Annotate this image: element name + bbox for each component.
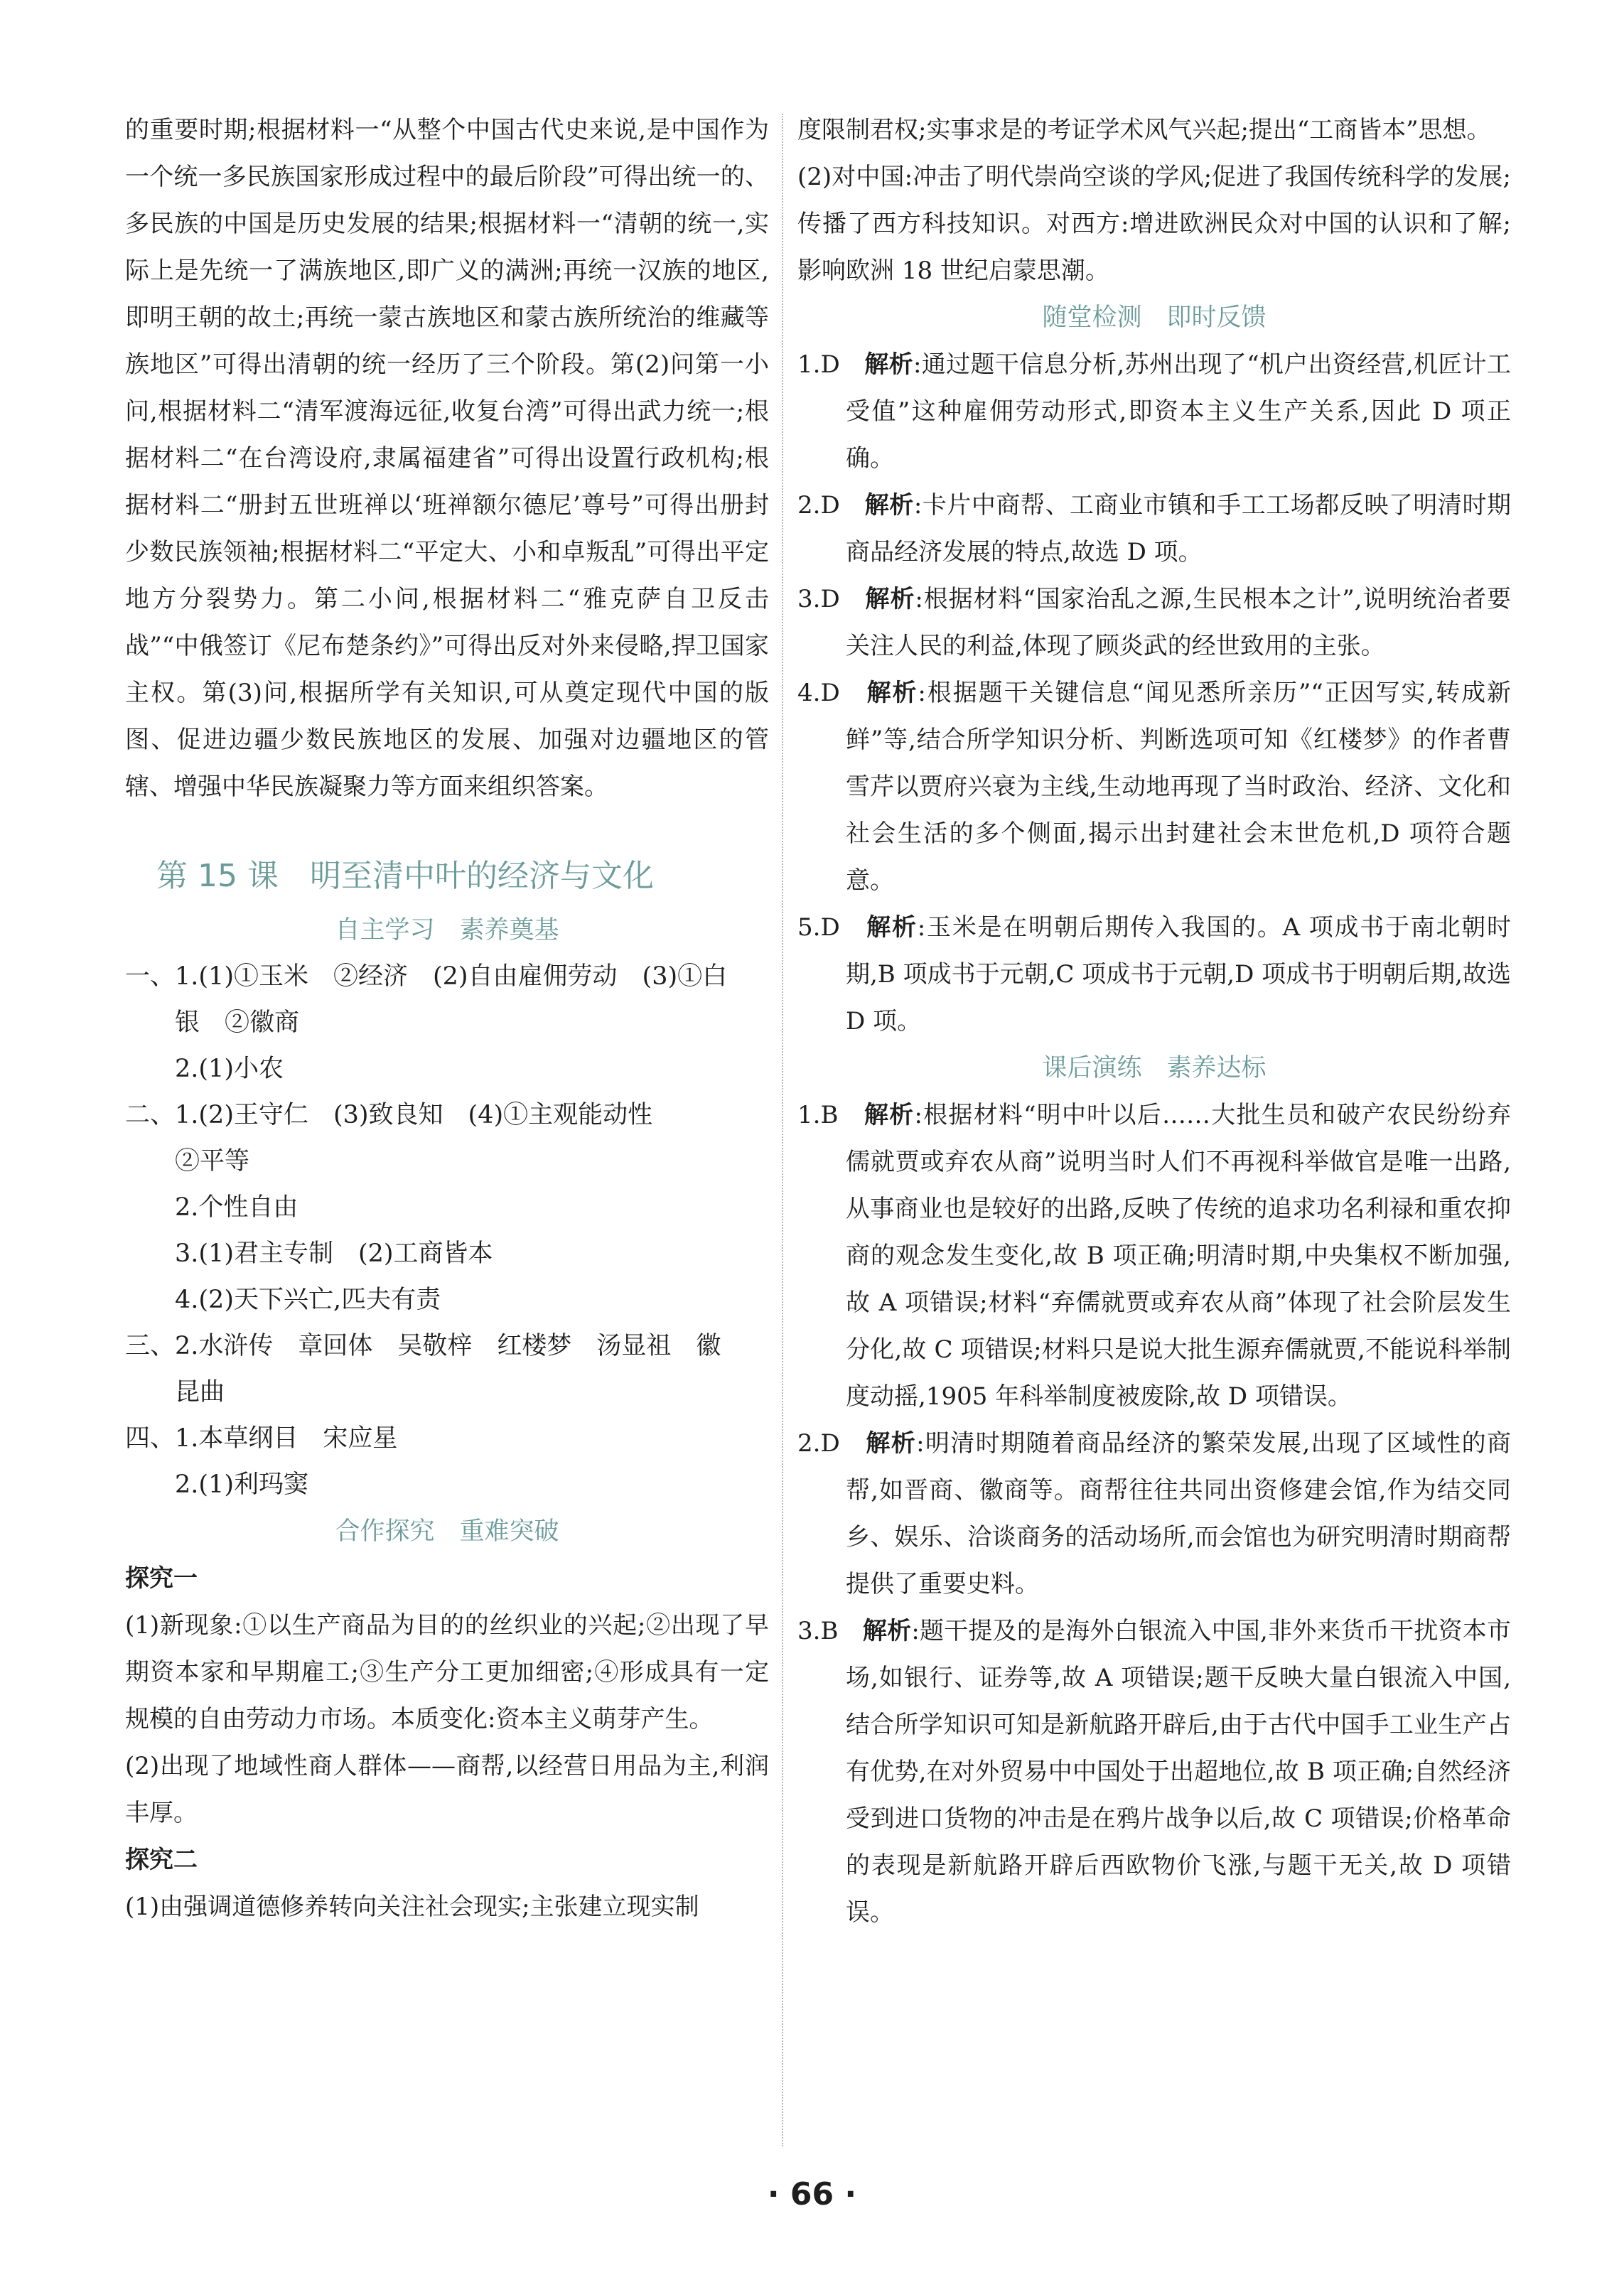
analysis-text: :玉米是在明朝后期传入我国的。A 项成书于南北朝时期,B 项成书于元朝,C 项成书于元朝,D 项成书于明朝后期,故选 D 项。 [846,913,1512,1036]
question-number: 1.B [797,1101,839,1129]
answer-line: 2.个性自由 [125,1193,299,1222]
explore-one-paragraph: (1)新现象:①以生产商品为目的的丝织业的兴起;②出现了早期资本家和早期雇工;③生产分工更加细密;④形成具有一定规模的自由劳动力市场。本质变化:资本主义萌芽产生。 [125,1611,769,1733]
intro-paragraph: 的重要时期;根据材料一“从整个中国古代史来说,是中国作为一个统一多民族国家形成过程中的最后阶段”可得出统一的、多民族的中国是历史发展的结果;根据材料一“清朝的统一,实际上是先统一了满族地区,即广义的满洲;再统一汉族的地区,即明王朝的故土;再统一蒙古族地区和蒙古族所统治的维藏等族地区”可得出清朝的统一经历了三个阶段。第(2)问第一小问,根据材料二“清军渡海远征,收复台湾”可得出武力统一;根据材料二“在台湾设府,隶属福建省”可得出设置行政机构;根据材料二“册封五世班禅以‘班禅额尔德尼’尊号”可得出册封少数民族领袖;根据材料二“平定大、小和卓叛乱”可得出平定地方分裂势力。第二小问,根据材料二“雅克萨自卫反击战”“中俄签订《尼布楚条约》”可得出反对外来侵略,捍卫国家主权。第(3)问,根据所学有关知识,可从奠定现代中国的版图、促进边疆少数民族地区的发展、加强对边疆地区的管辖、增强中华民族凝聚力等方面来组织答案。 [125,116,769,801]
analysis-text: :通过题干信息分析,苏州出现了“机户出资经营,机匠计工受值”这种雇佣劳动形式,即资本主义生产关系,因此 D 项正确。 [846,350,1511,473]
explore-two-paragraph: (1)由强调道德修养转向关注社会现实;主张建立现实制 [125,1893,699,1921]
question-item [797,482,1511,576]
classroom-check-list [797,341,1511,1045]
after-class-list [797,1092,1511,1936]
page-number: · 66 · [767,2176,857,2212]
explore-two-title: 探究二 [125,1846,198,1874]
answer-line: 昆曲 [125,1378,225,1406]
question-number: 3.D [797,585,840,613]
right-column [797,107,1511,1936]
question-item [797,1092,1511,1420]
section-heading-self-study: 自主学习 素养奠基 [335,916,559,945]
lesson-number: 第 15 课 [156,858,279,894]
analysis-label: 解析 [866,679,918,707]
section-heading-classroom-check: 随堂检测 即时反馈 [1042,303,1267,332]
analysis-text: :根据题干关键信息“闻见悉所亲历”“正因写实,转成新鲜”等,结合所学知识分析、判断选项可知《红楼梦》的作者曹雪芹以贾府兴衰为主线,生动地再现了当时政治、经济、文化和社会生活的多个侧面,揭示出封建社会末世危机,D 项符合题意。 [846,679,1512,895]
analysis-label: 解析 [864,491,914,520]
answer-line: 2.(1)利玛窦 [125,1470,308,1499]
answer-line: 二、1.(2)王守仁 (3)致良知 (4)①主观能动性 [125,1101,653,1129]
question-number: 2.D [797,1429,840,1458]
question-number: 4.D [797,679,840,707]
analysis-label: 解析 [862,1617,912,1645]
question-item [797,1420,1511,1608]
question-item [797,1608,1511,1936]
explore-one-paragraph: (2)出现了地域性商人群体——商帮,以经营日用品为主,利润丰厚。 [125,1752,769,1827]
section-heading-after-class: 课后演练 素养达标 [1042,1054,1267,1082]
analysis-text: :根据材料“明中叶以后……大批生员和破产农民纷纷弃儒就贾或弃农从商”说明当时人们不再视科举做官是唯一出路,从事商业也是较好的出路,反映了传统的追求功名利禄和重农抑商的观念发生变化,故 B 项正确;明清时期,中央集权不断加强,故 A 项错误;材料“弃儒就贾或弃农从商”体现了社会阶层发生分化,故 C 项错误;材料只是说大批生源弃儒就贾,不能说科举制度动摇,1905 年科举制度被废除,故 D 项错误。 [846,1101,1511,1411]
continued-paragraph: (2)对中国:冲击了明代崇尚空谈的学风;促进了我国传统科学的发展;传播了西方科技知识。对西方:增进欧洲民众对中国的认识和了解;影响欧洲 18 世纪启蒙思潮。 [797,163,1511,285]
analysis-label: 解析 [864,1101,915,1129]
analysis-text: :题干提及的是海外白银流入中国,非外来货币干扰资本市场,如银行、证券等,故 A 项错误;题干反映大量白银流入中国,结合所学知识可知是新航路开辟后,由于古代中国手工业生产占有优势,在对外贸易中中国处于出超地位,故 B 项正确;自然经济受到进口货物的冲击是在鸦片战争以后,故 C 项错误;价格革命的表现是新航路开辟后西欧物价飞涨,与题干无关,故 D 项错误。 [846,1617,1512,1927]
answer-line: 2.(1)小农 [125,1055,284,1083]
question-item [797,904,1511,1045]
analysis-text: :明清时期随着商品经济的繁荣发展,出现了区域性的商帮,如晋商、徽商等。商帮往往共同出资修建会馆,作为结交同乡、娱乐、洽谈商务的活动场所,而会馆也为研究明清时期商帮提供了重要史料。 [846,1429,1511,1598]
question-number: 2.D [797,491,840,520]
column-divider [782,114,783,2146]
question-item [797,576,1511,669]
answer-line: 三、2.水浒传 章回体 吴敬梓 红楼梦 汤显祖 徽 [125,1332,721,1360]
analysis-label: 解析 [866,913,918,942]
answer-line: 四、1.本草纲目 宋应星 [125,1424,398,1453]
left-column [125,107,769,1930]
analysis-text: :卡片中商帮、工商业市镇和手工工场都反映了明清时期商品经济发展的特点,故选 D 项。 [846,491,1511,566]
analysis-label: 解析 [866,1429,917,1458]
analysis-text: :根据材料“国家治乱之源,生民根本之计”,说明统治者要关注人民的利益,体现了顾炎武的经世致用的主张。 [846,585,1511,660]
lesson-title: 明至清中叶的经济与文化 [309,858,654,894]
answer-list [125,954,769,1508]
answer-line: ②平等 [125,1147,250,1176]
answer-line: 4.(2)天下兴亡,匹夫有责 [125,1286,441,1314]
answer-line: 一、1.(1)①玉米 ②经济 (2)自由雇佣劳动 (3)①白 [125,962,728,991]
question-number: 3.B [797,1617,839,1645]
answer-line: 3.(1)君主专制 (2)工商皆本 [125,1239,493,1268]
section-heading-cooperative: 合作探究 重难突破 [335,1517,559,1546]
question-number: 1.D [797,350,840,379]
question-item [797,669,1511,904]
lesson-heading [156,851,769,901]
explore-one-title: 探究一 [125,1564,198,1593]
analysis-label: 解析 [864,350,914,379]
continued-paragraph: 度限制君权;实事求是的考证学术风气兴起;提出“工商皆本”思想。 [797,116,1491,144]
question-number: 5.D [797,913,840,942]
answer-line: 银 ②徽商 [125,1008,300,1037]
analysis-label: 解析 [865,585,915,613]
question-item [797,341,1511,482]
